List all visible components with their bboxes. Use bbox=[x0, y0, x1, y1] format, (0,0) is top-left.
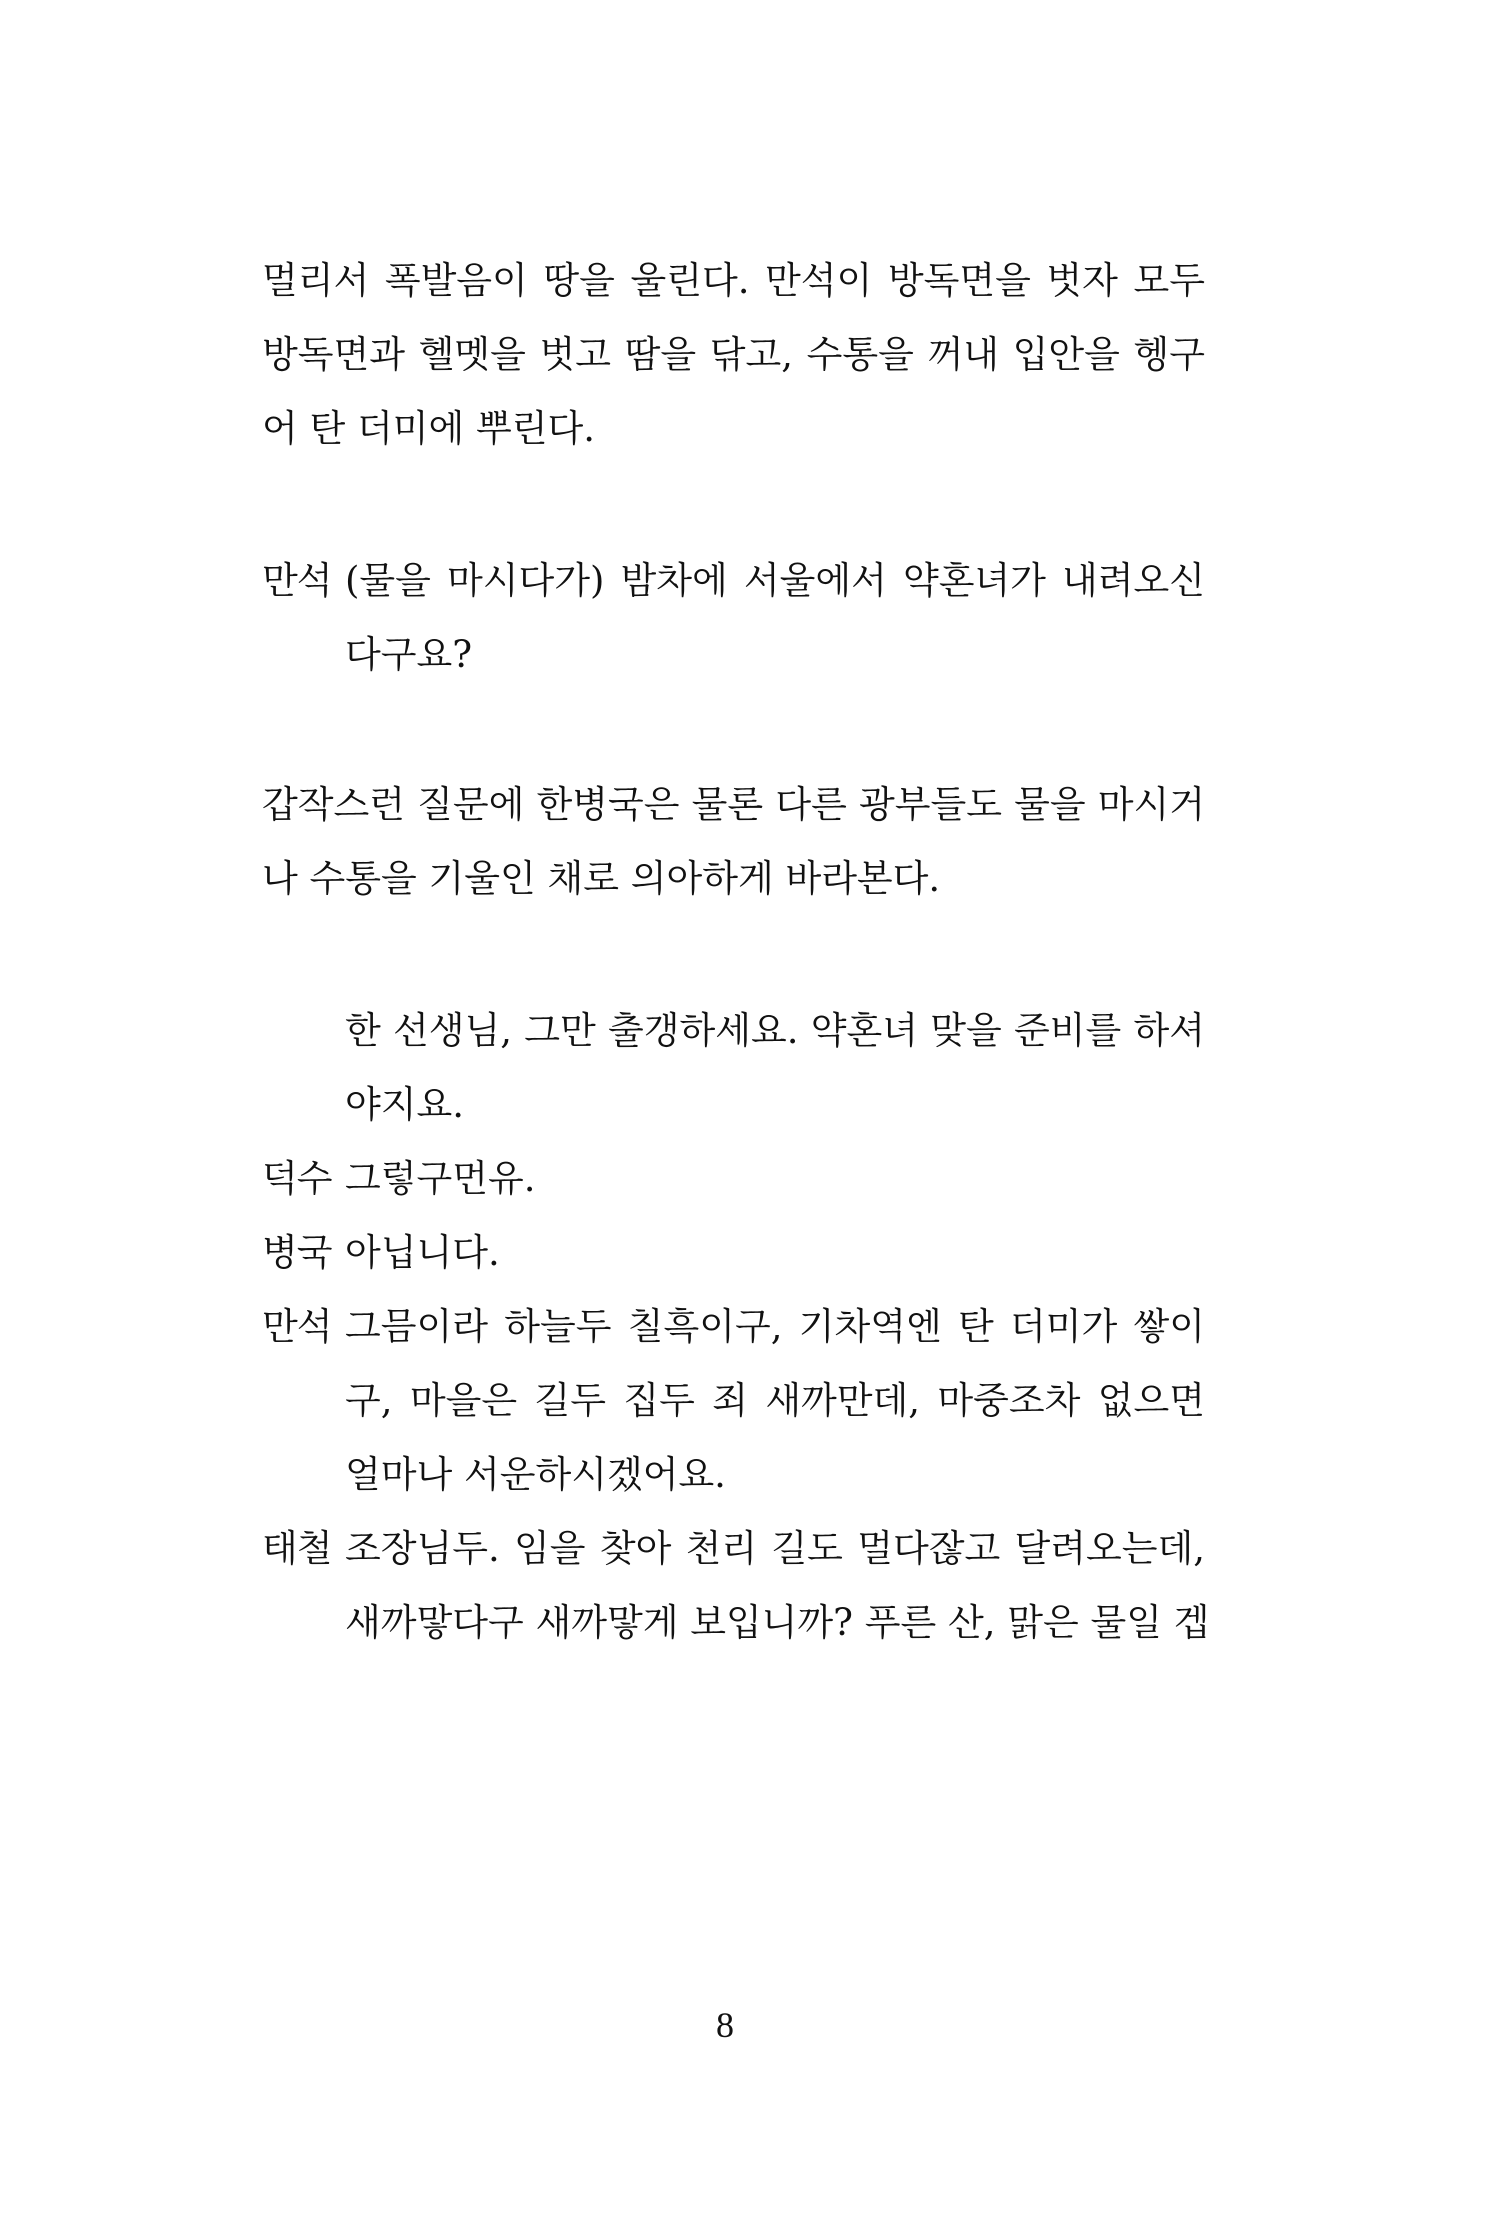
dialogue-line: 아닙니다. bbox=[345, 1231, 500, 1274]
dialogue-line: 새까맣다구 새까맣게 보입니까? 푸른 산, 맑은 물일 겝 bbox=[345, 1601, 1210, 1644]
dialogue-line: 야지요. bbox=[345, 1083, 464, 1126]
action-line: 갑작스런 질문에 한병국은 물론 다른 광부들도 물을 마시거 bbox=[262, 783, 1205, 826]
action-line: 방독면과 헬멧을 벗고 땀을 닦고, 수통을 꺼내 입안을 헹구 bbox=[262, 333, 1205, 376]
speaker-name: 덕수 bbox=[262, 1157, 332, 1200]
dialogue-line: 한 선생님, 그만 출갱하세요. 약혼녀 맞을 준비를 하셔 bbox=[345, 1009, 1205, 1052]
dialogue-line: 구, 마을은 길두 집두 죄 새까만데, 마중조차 없으면 bbox=[345, 1379, 1205, 1422]
action-line: 나 수통을 기울인 채로 의아하게 바라본다. bbox=[262, 857, 941, 900]
speaker-name: 만석 bbox=[262, 1305, 332, 1348]
dialogue-line: (물을 마시다가) 밤차에 서울에서 약혼녀가 내려오신 bbox=[345, 559, 1205, 602]
dialogue-line: 다구요? bbox=[345, 633, 473, 676]
dialogue-line: 조장님두. 임을 찾아 천리 길도 멀다잖고 달려오는데, bbox=[345, 1527, 1205, 1570]
action-line: 멀리서 폭발음이 땅을 울린다. 만석이 방독면을 벗자 모두 bbox=[262, 259, 1205, 302]
dialogue-line: 얼마나 서운하시겠어요. bbox=[345, 1453, 726, 1496]
action-line: 어 탄 더미에 뿌린다. bbox=[262, 407, 595, 450]
dialogue-line: 그믐이라 하늘두 칠흑이구, 기차역엔 탄 더미가 쌓이 bbox=[345, 1305, 1205, 1348]
page-number: 8 bbox=[716, 2005, 734, 2045]
speaker-name: 만석 bbox=[262, 559, 332, 602]
dialogue-line: 그렇구먼유. bbox=[345, 1157, 536, 1200]
speaker-name: 병국 bbox=[262, 1231, 332, 1274]
speaker-name: 태철 bbox=[262, 1527, 332, 1570]
